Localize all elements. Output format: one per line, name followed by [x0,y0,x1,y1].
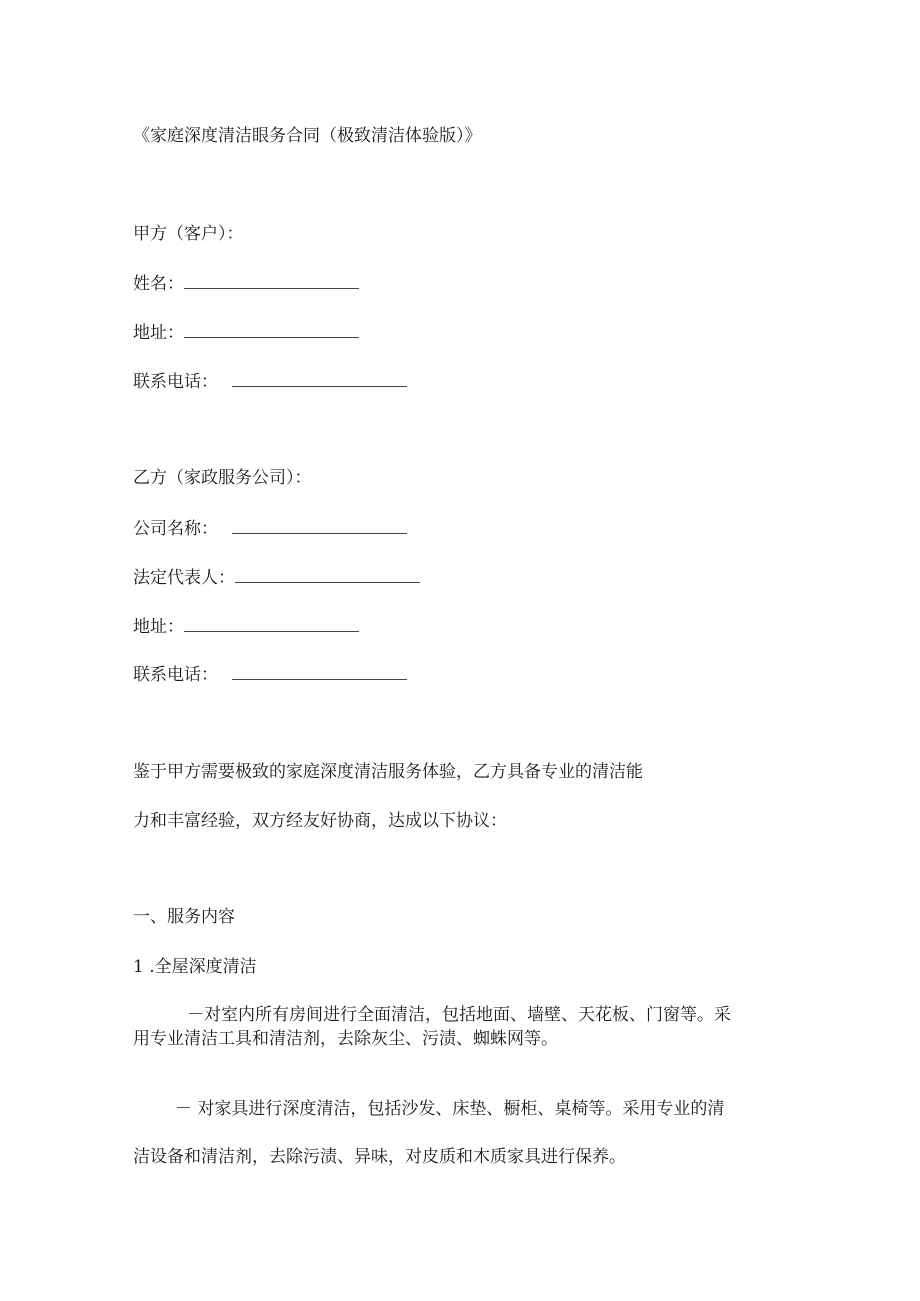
party-a-name-blank [184,270,359,289]
party-a-name-label: 姓名： [133,274,184,294]
party-b-phone-row [133,661,407,687]
party-a-address-row [133,319,359,345]
party-a-name-row [133,270,359,296]
party-a-address-label: 地址： [133,323,184,343]
party-a-phone-row [133,368,407,394]
item-1-heading: 1 .全屋深度清洁 [133,957,257,977]
party-b-address-row [133,613,359,639]
party-a-heading: 甲方（客户）： [133,224,244,244]
party-b-address-blank [184,613,359,632]
party-b-phone-label: 联系电话： [133,665,218,685]
document-title: 《家庭深度清洁眼务合同（极致清洁体验版）》 [133,126,482,146]
preamble-line-2: 力和丰富经验，双方经友好协商，达成以下协议： [133,811,507,831]
preamble-line-1: 鉴于甲方需要极致的家庭深度清洁服务体验，乙方具备专业的清洁能 [133,762,643,782]
party-a-address-blank [184,319,359,338]
bullet-2-line-2: 洁设备和清洁剂，去除污渍、异味，对皮质和木质家具进行保养。 [133,1147,626,1167]
party-a-phone-blank [232,368,407,387]
party-b-company-label: 公司名称： [133,519,218,539]
party-a-phone-label: 联系电话： [133,372,218,392]
party-b-heading: 乙方（家政服务公司）： [133,468,312,488]
party-b-address-label: 地址： [133,617,184,637]
bullet-1-line-2: 用专业清洁工具和清洁剂，去除灰尘、污渍、蜘蛛网等。 [133,1029,558,1049]
bullet-2-line-1: － 对家具进行深度清洁，包括沙发、床垫、橱柜、桌椅等。采用专业的清 [175,1099,725,1119]
party-b-company-row [133,515,407,541]
party-b-legal-rep-label: 法定代表人： [133,568,235,588]
party-b-legal-rep-blank [235,564,420,583]
party-b-legal-rep-row [133,564,420,590]
party-b-company-blank [232,515,407,534]
party-b-phone-blank [232,661,407,680]
section-1-heading: 一、服务内容 [133,907,235,927]
bullet-1-line-1: －对室内所有房间进行全面清洁，包括地面、墙壁、天花板、门窗等。采 [187,1005,731,1025]
